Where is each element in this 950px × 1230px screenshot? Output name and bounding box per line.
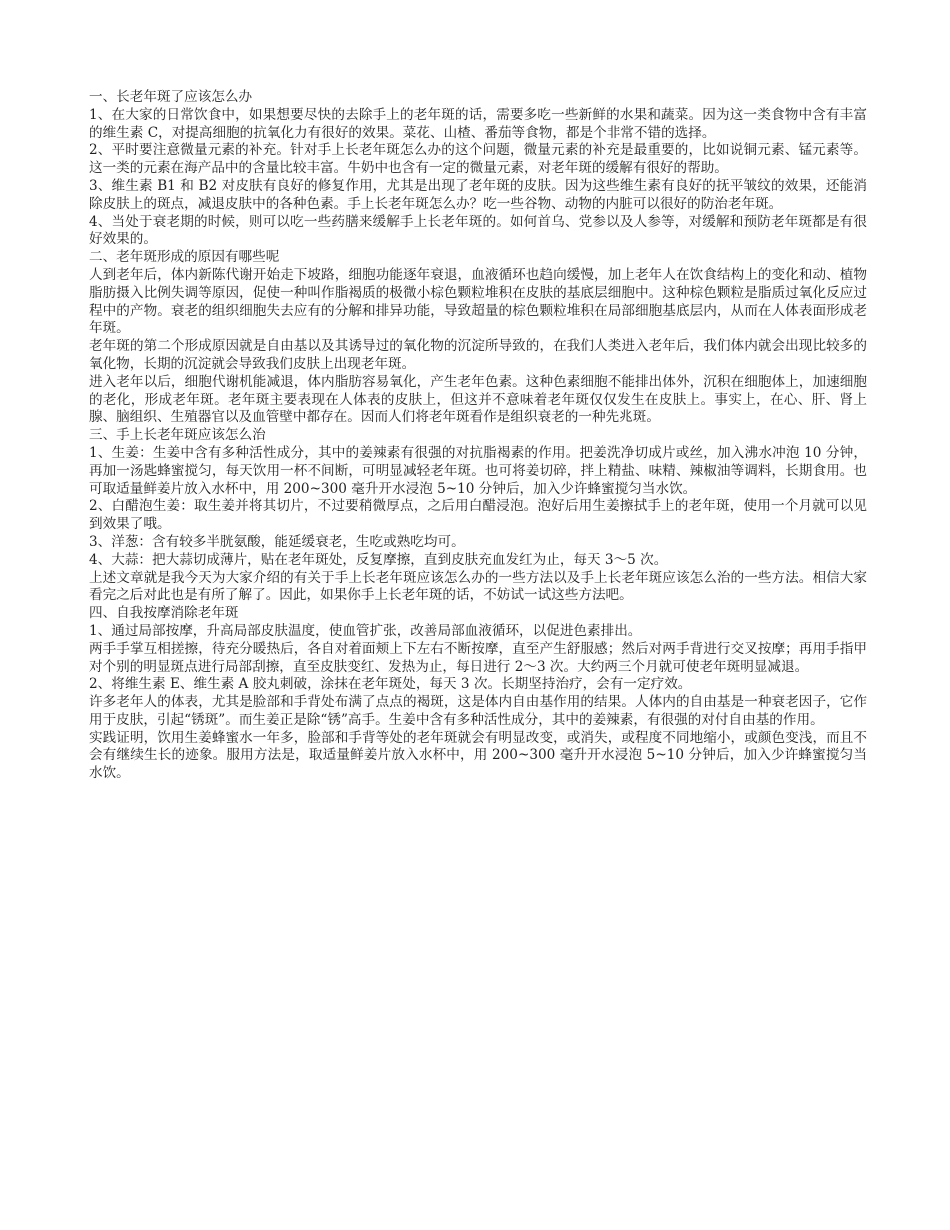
paragraph: 3、维生素 B1 和 B2 对皮肤有良好的修复作用，尤其是出现了老年斑的皮肤。因为这些维生素有良好的抚平皱纹的效果，还能消除皮肤上的斑点，减退皮肤中的各种色素。手上长老年斑怎么办？吃一些谷物、动物的内脏可以很好的防治老年斑。	[89, 177, 867, 212]
section-heading-1: 一、长老年斑了应该怎么办	[89, 89, 253, 105]
paragraph: 2、白醋泡生姜：取生姜并将其切片，不过要稍微厚点，之后用白醋浸泡。泡好后用生姜擦拭手上的老年斑，使用一个月就可以见到效果了哦。	[89, 498, 867, 533]
paragraph: 实践证明，饮用生姜蜂蜜水一年多，脸部和手背等处的老年斑就会有明显改变，或消失，或程度不同地缩小，或颜色变浅，而且不会有继续生长的迹象。服用方法是，取适量鲜姜片放入水杯中，用 200~300 毫升开水浸泡 5~10 分钟后，加入少许蜂蜜搅匀当水饮。	[89, 729, 867, 782]
paragraph: 1、通过局部按摩，升高局部皮肤温度，使血管扩张，改善局部血液循环，以促进色素排出。	[89, 622, 642, 639]
document-page	[89, 89, 867, 783]
paragraph: 1、在大家的日常饮食中，如果想要尽快的去除手上的老年斑的话，需要多吃一些新鲜的水果和蔬菜。因为这一类食物中含有丰富的维生素 C，对提高细胞的抗氧化力有很好的效果。菜花、山楂、番茄等食物，都是个非常不错的选择。	[89, 106, 867, 141]
paragraph: 2、将维生素 E、维生素 A 胶丸刺破，涂抹在老年斑处，每天 3 次。长期坚持治疗，会有一定疗效。	[89, 676, 692, 693]
paragraph: 2、平时要注意微量元素的补充。针对手上长老年斑怎么办的这个问题，微量元素的补充是最重要的，比如说铜元素、锰元素等。这一类的元素在海产品中的含量比较丰富。牛奶中也含有一定的微量元素，对老年斑的缓解有很好的帮助。	[89, 142, 867, 177]
paragraph: 3、洋葱：含有较多半胱氨酸，能延缓衰老，生吃或熟吃均可。	[89, 533, 465, 550]
section-heading-4: 四、自我按摩消除老年斑	[89, 605, 239, 622]
paragraph: 许多老年人的体表，尤其是脸部和手背处布满了点点的褐斑，这是体内自由基作用的结果。人体内的自由基是一种衰老因子，它作用于皮肤，引起“锈斑”。而生姜正是除“锈”高手。生姜中含有多种活性成分，其中的姜辣素，有很强的对付自由基的作用。	[89, 694, 867, 728]
section-heading-2: 二、老年斑形成的原因有哪些呢	[89, 249, 280, 266]
paragraph: 4、大蒜：把大蒜切成薄片，贴在老年斑处，反复摩擦，直到皮肤充血发红为止，每天 3～5 次。	[89, 551, 668, 568]
paragraph: 进入老年以后，细胞代谢机能减退，体内脂肪容易氧化，产生老年色素。这种色素细胞不能排出体外，沉积在细胞体上，加速细胞的老化，形成老年斑。老年斑主要表现在人体表的皮肤上，但这并不意味着老年斑仅仅发生在皮肤上。事实上，在心、肝、肾上腺、脑组织、生殖器官以及血管壁中都存在。因而人们将老年斑看作是组织衰老的一种先兆斑。	[89, 373, 867, 426]
paragraph: 老年斑的第二个形成原因就是自由基以及其诱导过的氧化物的沉淀所导致的，在我们人类进入老年后，我们体内就会出现比较多的氧化物，长期的沉淀就会导致我们皮肤上出现老年斑。	[89, 338, 867, 372]
paragraph: 上述文章就是我今天为大家介绍的有关于手上长老年斑应该怎么办的一些方法以及手上长老年斑应该怎么治的一些方法。相信大家看完之后对此也是有所了解了。因此，如果你手上长老年斑的话，不妨试一试这些方法吧。	[89, 569, 867, 604]
paragraph: 两手手掌互相搓擦，待充分暖热后，各自对着面颊上下左右不断按摩，直至产生舒服感；然后对两手背进行交叉按摩；再用手指甲对个别的明显斑点进行局部刮擦，直至皮肤变红、发热为止，每日进行 2～3 次。大约两三个月就可使老年斑明显减退。	[89, 640, 867, 675]
paragraph: 4、当处于衰老期的时候，则可以吃一些药膳来缓解手上长老年斑的。如何首乌、党参以及人参等，对缓解和预防老年斑都是有很好效果的。	[89, 213, 867, 248]
paragraph: 1、生姜：生姜中含有多种活性成分，其中的姜辣素有很强的对抗脂褐素的作用。把姜洗净切成片或丝，加入沸水冲泡 10 分钟，再加一汤匙蜂蜜搅匀，每天饮用一杯不间断，可明显减轻老年斑。也可将姜切碎，拌上精盐、味精、辣椒油等调料，长期食用。也可取适量鲜姜片放入水杯中，用 200~300 毫升开水浸泡 5~10 分钟后，加入少许蜂蜜搅匀当水饮。	[89, 444, 867, 497]
section-heading-3: 三、手上长老年斑应该怎么治	[89, 427, 266, 444]
paragraph: 人到老年后，体内新陈代谢开始走下坡路，细胞功能逐年衰退，血液循环也趋向缓慢，加上老年人在饮食结构上的变化和动、植物脂肪摄入比例失调等原因，促使一种叫作脂褐质的极微小棕色颗粒堆积在皮肤的基底层细胞中。这种棕色颗粒是脂质过氧化反应过程中的产物。衰老的组织细胞失去应有的分解和排异功能，导致超量的棕色颗粒堆积在局部细胞基底层内，从而在人体表面形成老年斑。	[89, 266, 867, 337]
